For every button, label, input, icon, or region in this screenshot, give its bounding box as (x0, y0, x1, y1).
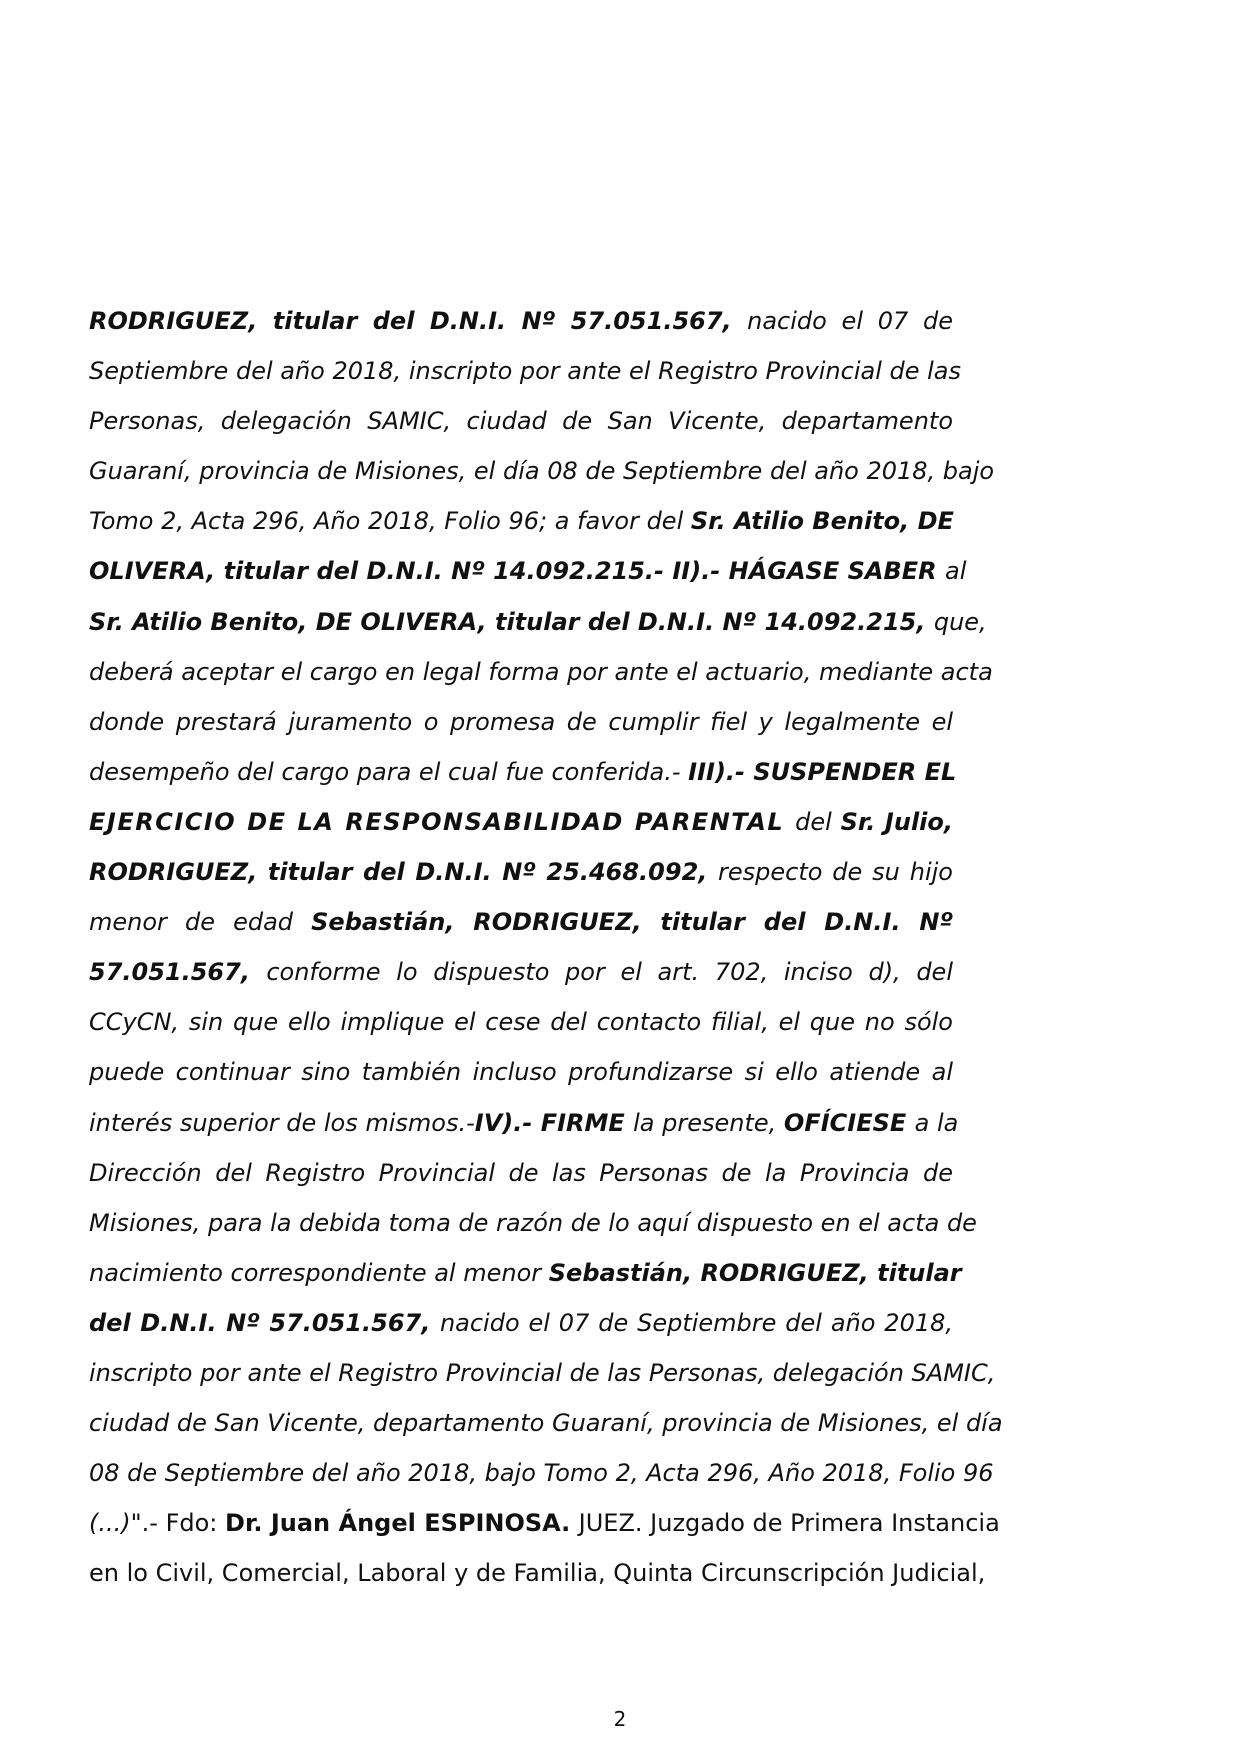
text-line (89, 947, 953, 997)
text-segment: Septiembre del año 2018, inscripto por ante el Registro Provincial de las (89, 357, 962, 386)
text-line (89, 446, 995, 496)
resolution-body-text (89, 296, 1003, 1598)
text-segment: Sr. Julio, (840, 807, 954, 836)
text-line (89, 797, 953, 847)
text-segment: al (944, 557, 967, 586)
text-segment: del (795, 807, 841, 836)
text-line (89, 597, 987, 647)
text-line (89, 1198, 977, 1248)
text-segment: a la (914, 1108, 959, 1137)
text-segment: IV).- FIRME (474, 1108, 634, 1137)
text-segment: OLIVERA, titular del D.N.I. Nº 14.092.215.- II).- HÁGASE SABER (89, 557, 945, 586)
text-segment: puede continuar sino también incluso profundizarse si ello atiende al (89, 1058, 953, 1087)
text-line (89, 1047, 953, 1097)
text-line (89, 496, 953, 546)
text-segment: ciudad de San Vicente, departamento Guaraní, provincia de Misiones, el día (89, 1409, 1003, 1438)
text-segment: Misiones, para la debida toma de razón de lo aquí dispuesto en el acta de (89, 1208, 977, 1237)
text-segment: OFÍCIESE (783, 1108, 915, 1137)
text-segment: Tomo 2, Acta 296, Año 2018, Folio 96; a favor del (89, 507, 691, 536)
text-line (89, 1448, 994, 1498)
text-line (89, 697, 953, 747)
text-segment: respecto de su hijo (717, 858, 953, 887)
text-line (89, 1398, 1003, 1448)
text-line (89, 1148, 953, 1198)
text-segment: conforme lo dispuesto por el art. 702, inciso d), del (266, 958, 953, 987)
text-line (89, 346, 962, 396)
text-segment: 57.051.567, (89, 958, 267, 987)
text-segment: ".- Fdo: (130, 1509, 226, 1538)
text-segment: menor de edad (89, 908, 312, 937)
text-segment: nacido el 07 de (747, 307, 953, 335)
text-line (89, 1098, 959, 1148)
text-segment: Sebastián, RODRIGUEZ, titular (548, 1258, 962, 1287)
text-segment: 08 de Septiembre del año 2018, bajo Tomo 2, Acta 296, Año 2018, Folio 96 (89, 1459, 994, 1488)
text-segment: inscripto por ante el Registro Provincial de las Personas, delegación SAMIC, (89, 1358, 996, 1387)
text-line (89, 1348, 996, 1398)
text-line (89, 396, 953, 446)
text-segment: JUEZ. Juzgado de Primera Instancia (578, 1509, 1000, 1538)
text-segment: desempeño del cargo para el cual fue conferida.- (89, 757, 689, 786)
text-line (89, 1498, 1000, 1548)
text-segment: RODRIGUEZ, titular del D.N.I. Nº 57.051.567, (89, 307, 748, 335)
text-segment: III).- SUSPENDER EL (688, 757, 957, 786)
text-line (89, 747, 957, 797)
text-segment: nacimiento correspondiente al menor (89, 1258, 549, 1287)
text-line (89, 897, 953, 947)
text-segment: del D.N.I. Nº 57.051.567, (89, 1308, 440, 1337)
text-segment: la presente, (633, 1108, 784, 1137)
text-segment: Dirección del Registro Provincial de las Personas de la Provincia de (89, 1158, 953, 1187)
page-number: 2 (613, 1707, 627, 1731)
text-line (89, 1248, 962, 1298)
text-line (89, 647, 993, 697)
text-segment: interés superior de los mismos.- (89, 1108, 475, 1137)
text-line (89, 546, 967, 596)
text-segment: que, (933, 607, 987, 636)
text-line (89, 1548, 986, 1598)
text-segment: (...) (89, 1509, 131, 1538)
text-line (89, 997, 953, 1047)
text-segment: nacido el 07 de Septiembre del año 2018, (439, 1308, 954, 1337)
text-segment: RODRIGUEZ, titular del D.N.I. Nº 25.468.092, (89, 858, 718, 887)
text-segment: Personas, delegación SAMIC, ciudad de San Vicente, departamento (89, 407, 953, 436)
text-segment: deberá aceptar el cargo en legal forma por ante el actuario, mediante acta (89, 657, 993, 686)
text-segment: Sr. Atilio Benito, DE (690, 507, 954, 536)
text-segment: Dr. Juan Ángel ESPINOSA. (225, 1509, 579, 1538)
text-segment: Sr. Atilio Benito, DE OLIVERA, titular del D.N.I. Nº 14.092.215, (89, 607, 934, 636)
text-segment: Sebastián, RODRIGUEZ, titular del D.N.I. Nº (311, 908, 953, 937)
text-line (89, 1298, 953, 1348)
text-segment: donde prestará juramento o promesa de cumplir fiel y legalmente el (89, 707, 953, 736)
text-segment: EJERCICIO DE LA RESPONSABILIDAD PARENTAL (89, 807, 796, 836)
text-line (89, 296, 953, 346)
text-segment: en lo Civil, Comercial, Laboral y de Familia, Quinta Circunscripción Judicial, (89, 1559, 986, 1588)
text-segment: CCyCN, sin que ello implique el cese del contacto filial, el que no sólo (89, 1008, 953, 1037)
text-line (89, 847, 953, 897)
text-segment: Guaraní, provincia de Misiones, el día 08 de Septiembre del año 2018, bajo (89, 457, 995, 486)
